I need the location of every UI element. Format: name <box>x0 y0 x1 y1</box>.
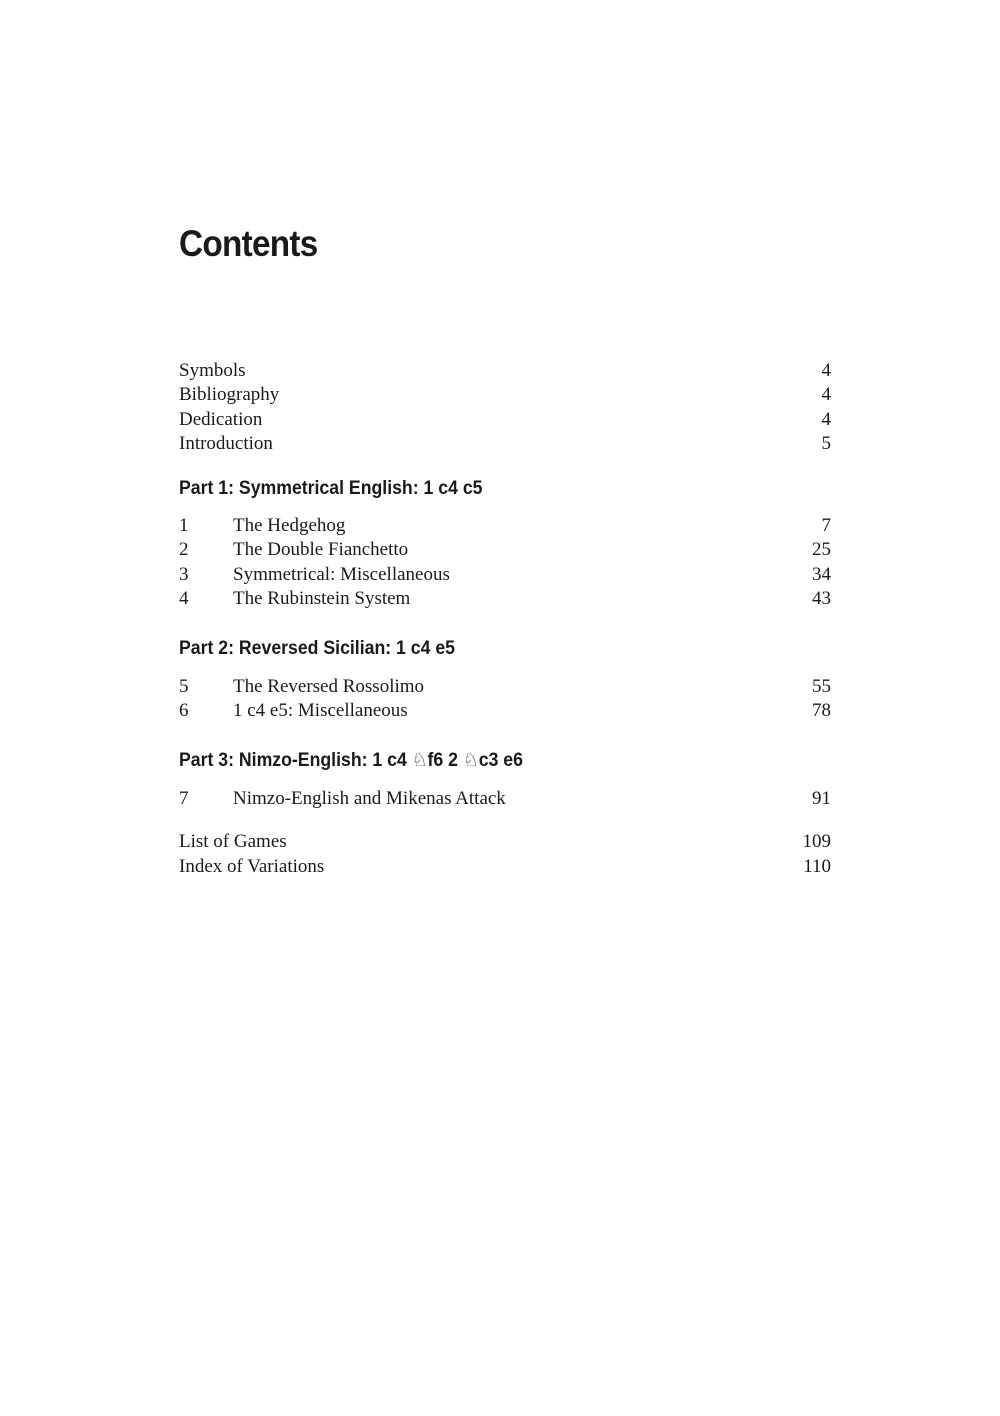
part-heading: Part 2: Reversed Sicilian: 1 c4 e5 <box>179 638 456 659</box>
chapter-number: 1 <box>179 515 189 536</box>
chapter-number: 2 <box>179 539 189 560</box>
chapter-page: 55 <box>812 676 831 697</box>
chapter-page: 91 <box>812 788 831 809</box>
toc-entry-label: Introduction <box>179 433 273 454</box>
toc-entry-bibliography <box>179 383 831 407</box>
chapter-number: 3 <box>179 564 189 585</box>
toc-entry-label: List of Games <box>179 831 287 852</box>
toc-chapter-entry <box>179 675 831 699</box>
toc-entry-label: Symbols <box>179 360 246 381</box>
toc-entry-page: 4 <box>821 409 831 430</box>
toc-chapter-entry <box>179 563 831 587</box>
toc-entry-list-of-games <box>179 830 831 854</box>
toc-entry-label: Index of Variations <box>179 856 325 877</box>
toc-entry-page: 109 <box>802 831 831 852</box>
toc-chapter-entry <box>179 587 831 611</box>
toc-entry-introduction <box>179 432 831 456</box>
chapter-title: Symmetrical: Miscellaneous <box>233 564 450 585</box>
chapter-title: The Hedgehog <box>233 515 346 536</box>
chapter-number: 4 <box>179 588 189 609</box>
page-title: Contents <box>179 223 318 264</box>
toc-chapter-entry <box>179 538 831 562</box>
chapter-page: 78 <box>812 700 831 721</box>
toc-entry-label: Bibliography <box>179 384 280 405</box>
chapter-page: 43 <box>812 588 831 609</box>
chapter-title: The Rubinstein System <box>233 588 411 609</box>
toc-chapter-entry <box>179 699 831 723</box>
chapter-title: 1 c4 e5: Miscellaneous <box>233 700 408 721</box>
chapter-number: 6 <box>179 700 189 721</box>
part-heading: Part 1: Symmetrical English: 1 c4 c5 <box>179 478 483 499</box>
chapter-title: The Reversed Rossolimo <box>233 676 425 697</box>
toc-entry-index-of-variations <box>179 855 831 879</box>
chapter-page: 7 <box>821 515 831 536</box>
chapter-number: 5 <box>179 676 189 697</box>
toc-entry-page: 4 <box>821 384 831 405</box>
chapter-page: 34 <box>812 564 831 585</box>
chapter-page: 25 <box>812 539 831 560</box>
chapter-title: The Double Fianchetto <box>233 539 409 560</box>
toc-chapter-entry <box>179 514 831 538</box>
toc-entry-page: 5 <box>821 433 831 454</box>
toc-entry-label: Dedication <box>179 409 263 430</box>
toc-entry-dedication <box>179 408 831 432</box>
toc-entry-page: 110 <box>803 856 831 877</box>
toc-entry-symbols <box>179 359 831 383</box>
chapter-number: 7 <box>179 788 189 809</box>
toc-chapter-entry <box>179 787 831 811</box>
part-heading: Part 3: Nimzo-English: 1 c4 ♘f6 2 ♘c3 e6 <box>179 750 523 771</box>
chapter-title: Nimzo-English and Mikenas Attack <box>233 788 506 809</box>
toc-entry-page: 4 <box>821 360 831 381</box>
